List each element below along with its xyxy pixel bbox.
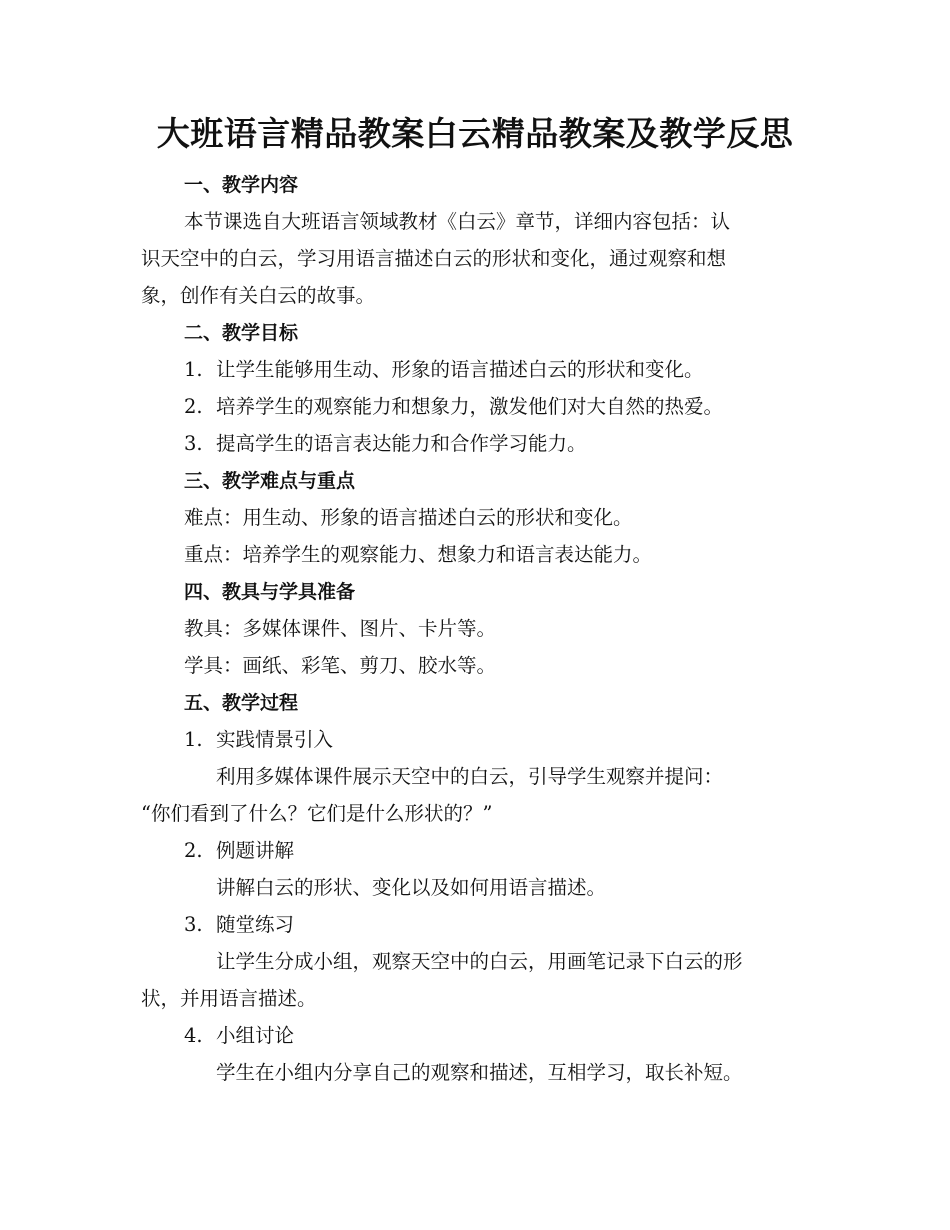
section-heading-content: 一、教学内容 (184, 174, 299, 196)
list-text: 让学生能够用生动、形象的语言描述白云的形状和变化。 (216, 358, 704, 381)
student-materials-text: 学具：画纸、彩笔、剪刀、胶水等。 (184, 654, 497, 677)
list-text: 培养学生的观察能力和想象力，激发他们对大自然的热爱。 (216, 395, 724, 418)
list-item (184, 429, 587, 459)
section-heading-difficulty: 三、教学难点与重点 (184, 470, 356, 492)
list-number: 2. (184, 395, 203, 418)
step-text: 让学生分成小组，观察天空中的白云，用画笔记录下白云的形 (216, 950, 743, 973)
step-number: 2. (184, 839, 203, 862)
step-number: 1. (184, 728, 203, 751)
section-heading-process: 五、教学过程 (184, 692, 299, 714)
step-text: “你们看到了什么？它们是什么形状的？” (141, 802, 493, 825)
list-item (184, 392, 723, 422)
step-text: 讲解白云的形状、变化以及如何用语言描述。 (216, 876, 607, 899)
step-label: 例题讲解 (216, 839, 295, 862)
step-title (184, 910, 294, 940)
section-heading-goals: 二、教学目标 (184, 322, 299, 344)
step-title (184, 836, 294, 866)
difficulty-text: 难点：用生动、形象的语言描述白云的形状和变化。 (184, 506, 633, 529)
section-heading-materials: 四、教具与学具准备 (184, 581, 356, 603)
step-text: 学生在小组内分享自己的观察和描述，互相学习，取长补短。 (216, 1061, 743, 1084)
paragraph-line: 本节课选自大班语言领域教材《白云》章节，详细内容包括：认 (184, 210, 731, 233)
teacher-materials-text: 教具：多媒体课件、图片、卡片等。 (184, 617, 497, 640)
list-item (184, 355, 704, 385)
step-text: 利用多媒体课件展示天空中的白云，引导学生观察并提问： (216, 765, 724, 788)
step-title (184, 725, 333, 755)
step-title (184, 1021, 294, 1051)
step-label: 随堂练习 (216, 913, 295, 936)
key-point-text: 重点：培养学生的观察能力、想象力和语言表达能力。 (184, 543, 653, 566)
step-text: 状，并用语言描述。 (141, 987, 317, 1010)
paragraph-line: 识天空中的白云，学习用语言描述白云的形状和变化，通过观察和想 (141, 247, 727, 270)
list-number: 3. (184, 432, 203, 455)
list-text: 提高学生的语言表达能力和合作学习能力。 (216, 432, 587, 455)
step-label: 小组讨论 (216, 1024, 295, 1047)
step-number: 3. (184, 913, 203, 936)
step-number: 4. (184, 1024, 203, 1047)
document-title: 大班语言精品教案白云精品教案及教学反思 (156, 114, 794, 153)
step-label: 实践情景引入 (216, 728, 334, 751)
list-number: 1. (184, 358, 203, 381)
paragraph-line: 象，创作有关白云的故事。 (141, 284, 376, 307)
